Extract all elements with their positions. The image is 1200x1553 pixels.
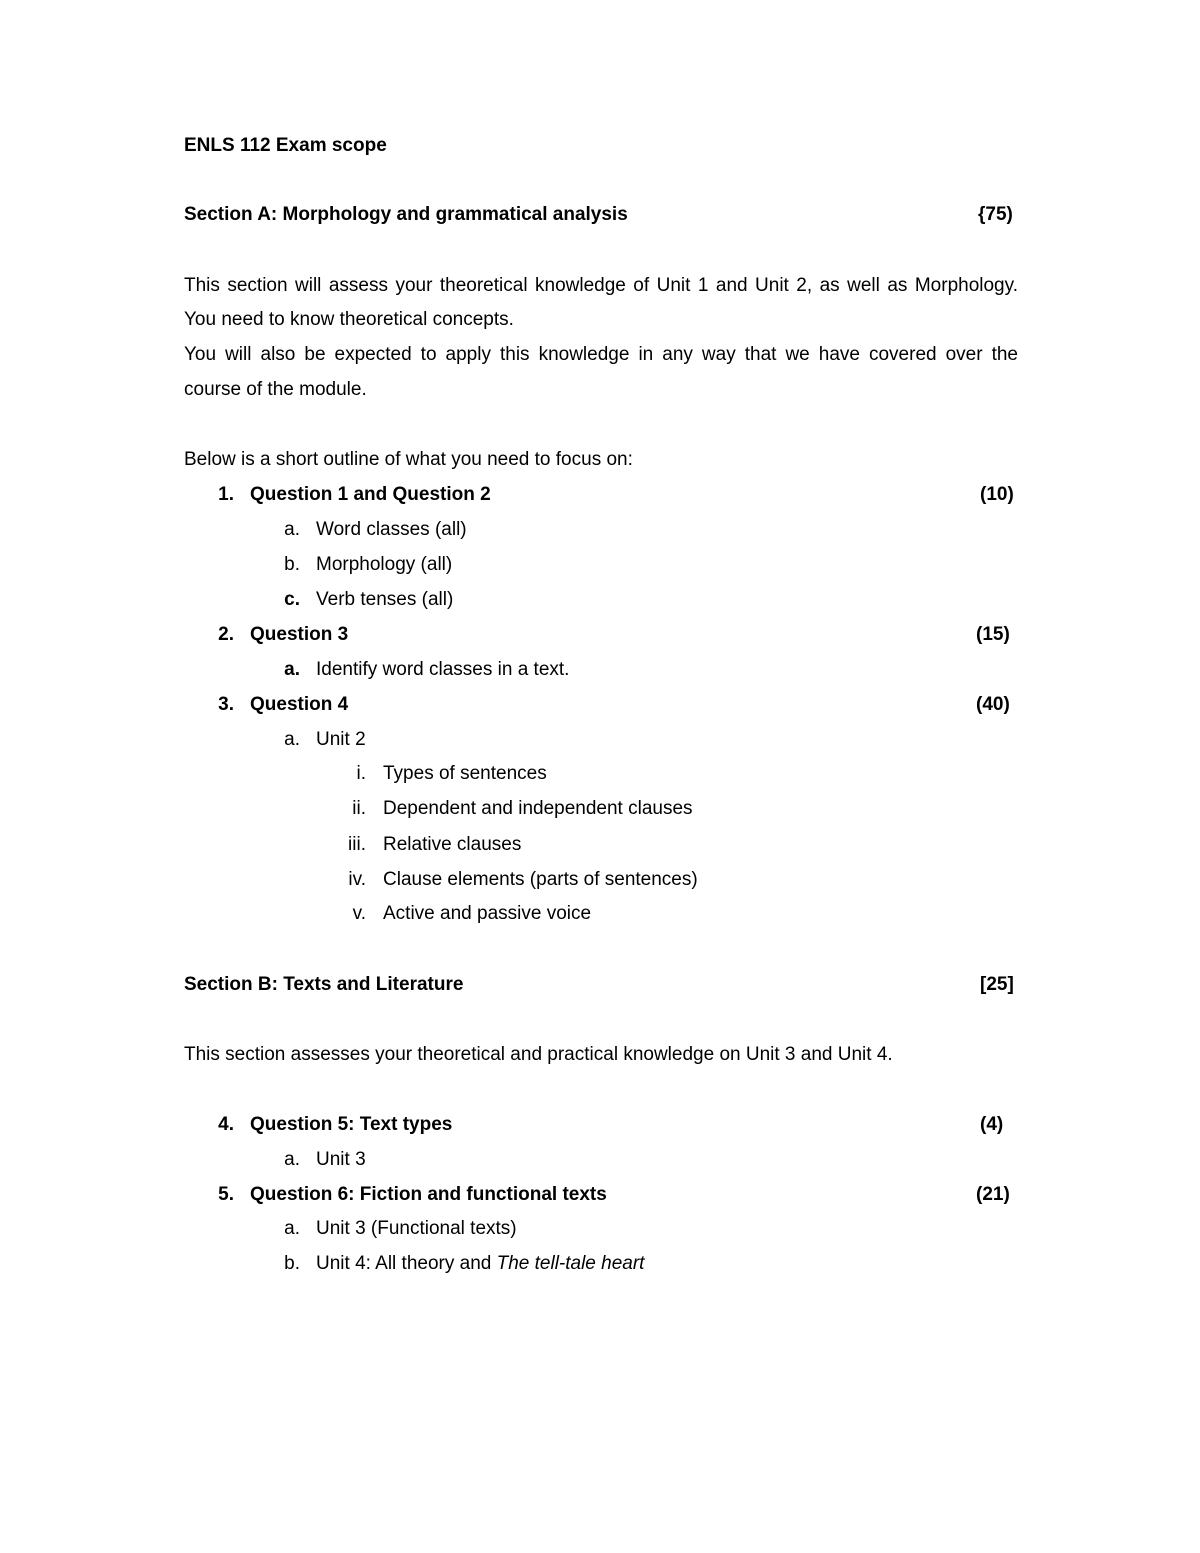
list-item-unit-2: Unit 2 — [316, 729, 366, 750]
list-number-4: 4. — [218, 1114, 234, 1135]
question-1-2-label: Question 1 and Question 2 — [250, 484, 491, 505]
list-marker-b: b. — [284, 1253, 300, 1274]
list-marker-a: a. — [284, 729, 300, 750]
list-marker-v: v. — [352, 903, 366, 924]
list-item-identify-word-classes: Identify word classes in a text. — [316, 659, 570, 680]
document-title: ENLS 112 Exam scope — [184, 135, 387, 156]
list-item-unit-4-theory — [316, 1252, 644, 1276]
list-marker-a: a. — [284, 1218, 300, 1239]
list-marker-i: i. — [356, 763, 366, 784]
list-item-verb-tenses: Verb tenses (all) — [316, 589, 454, 610]
list-marker-a: a. — [284, 519, 300, 540]
list-item-active-passive-voice: Active and passive voice — [383, 903, 592, 924]
list-item-word-classes: Word classes (all) — [316, 519, 467, 540]
list-number-1: 1. — [218, 484, 234, 505]
outline-intro: Below is a short outline of what you need to focus on: — [184, 449, 633, 470]
question-6-marks: (21) — [976, 1184, 1010, 1205]
question-6-label: Question 6: Fiction and functional texts — [250, 1184, 607, 1205]
list-marker-iii: iii. — [348, 834, 366, 855]
list-item-unit-3: Unit 3 — [316, 1149, 366, 1170]
list-marker-a: a. — [284, 1149, 300, 1170]
list-item-morphology: Morphology (all) — [316, 554, 453, 575]
section-b-heading: Section B: Texts and Literature — [184, 974, 464, 995]
section-a-marks: {75) — [978, 204, 1013, 225]
section-a-paragraph-1-line-1: This section will assess your theoretical knowledge of Unit 1 and Unit 2, as well as Morphology. — [184, 275, 1018, 296]
section-b-paragraph: This section assesses your theoretical and practical knowledge on Unit 3 and Unit 4. — [184, 1044, 893, 1065]
section-b-marks: [25] — [980, 974, 1014, 995]
question-4-marks: (40) — [976, 694, 1010, 715]
question-4-label: Question 4 — [250, 694, 349, 715]
list-number-2: 2. — [218, 624, 234, 645]
section-a-heading: Section A: Morphology and grammatical analysis — [184, 204, 628, 225]
list-marker-ii: ii. — [352, 798, 366, 819]
list-marker-a: a. — [284, 659, 300, 680]
list-number-3: 3. — [218, 694, 234, 715]
question-5-marks: (4) — [980, 1114, 1004, 1135]
list-number-5: 5. — [218, 1184, 234, 1205]
list-marker-b: b. — [284, 554, 300, 575]
question-5-label: Question 5: Text types — [250, 1114, 453, 1135]
section-a-paragraph-2-line-2: course of the module. — [184, 379, 367, 400]
question-3-label: Question 3 — [250, 624, 349, 645]
list-item-dependent-clauses: Dependent and independent clauses — [383, 798, 693, 819]
list-item-unit-3-functional: Unit 3 (Functional texts) — [316, 1218, 517, 1239]
section-a-paragraph-2-line-1: You will also be expected to apply this knowledge in any way that we have covered over the — [184, 344, 1018, 365]
question-3-marks: (15) — [976, 624, 1010, 645]
list-item-types-of-sentences: Types of sentences — [383, 763, 547, 784]
list-marker-iv: iv. — [348, 869, 366, 890]
list-marker-c: c. — [284, 589, 300, 610]
question-1-2-marks: (10) — [980, 484, 1014, 505]
list-item-relative-clauses: Relative clauses — [383, 834, 522, 855]
list-item-clause-elements: Clause elements (parts of sentences) — [383, 869, 698, 890]
tell-tale-heart-title: The tell-tale heart — [496, 1253, 645, 1274]
section-a-paragraph-1-line-2: You need to know theoretical concepts. — [184, 309, 514, 330]
unit-4-text: Unit 4: All theory and — [316, 1253, 497, 1274]
